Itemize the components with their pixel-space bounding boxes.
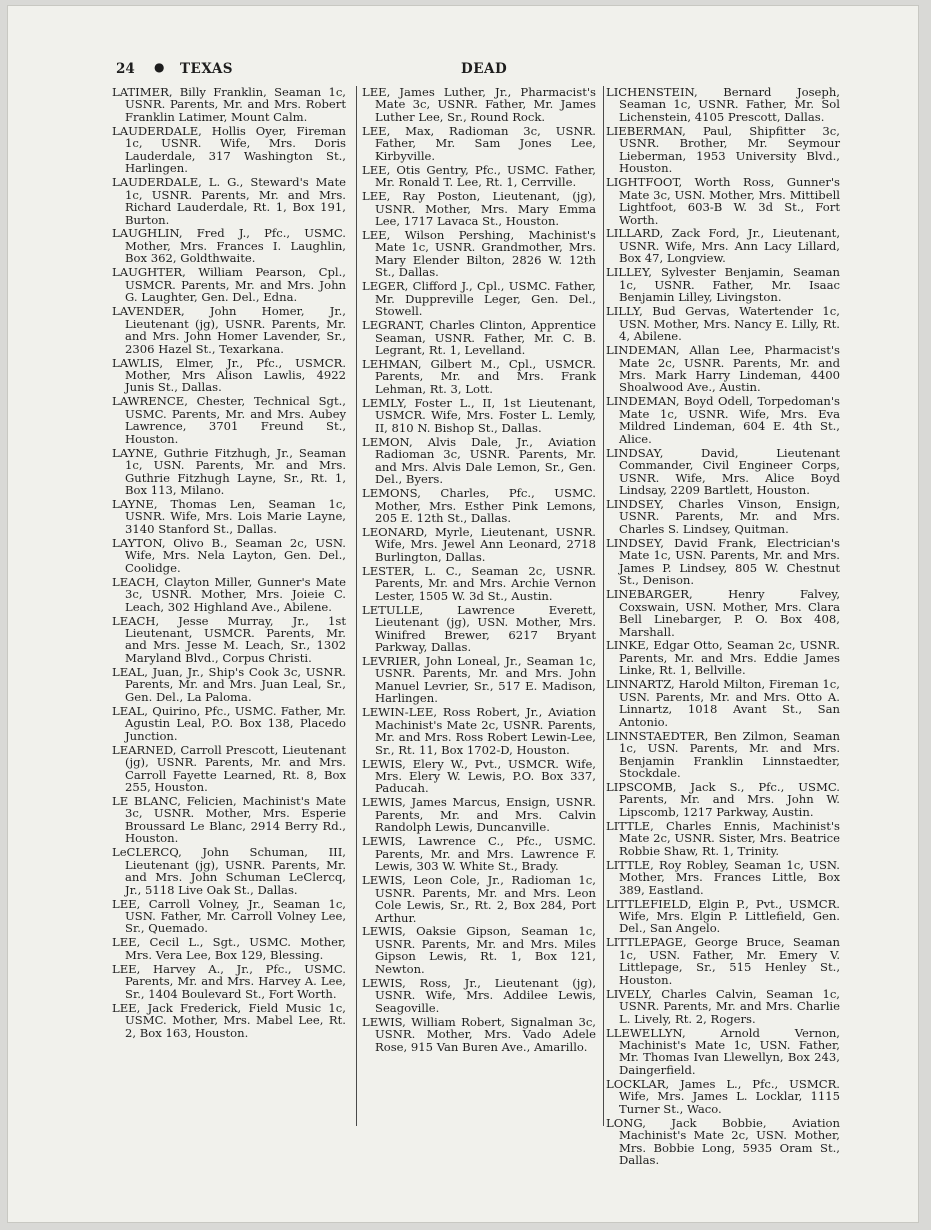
casualty-entry: LE BLANC, Felicien, Machinist's Mate 3c, USNR. Mother, Mrs. Esperie Broussard Le Blanc, 2914 Berry Rd., Houston. bbox=[112, 793, 346, 846]
casualty-entry: LEVRIER, John Loneal, Jr., Seaman 1c, USNR. Parents, Mr. and Mrs. John Manuel Levrier, Sr., 517 E. Madison, Harlingen. bbox=[362, 653, 596, 706]
section-heading: DEAD bbox=[461, 61, 508, 77]
casualty-entry: LEE, Harvey A., Jr., Pfc., USMC. Parents, Mr. and Mrs. Harvey A. Lee, Sr., 1404 Boulevard St., Fort Worth. bbox=[112, 961, 346, 1001]
casualty-entry: LINDEMAN, Boyd Odell, Torpedoman's Mate 1c, USNR. Wife, Mrs. Eva Mildred Lindeman, 604 E. 4th St., Alice. bbox=[606, 394, 840, 446]
casualty-entry: LEGRANT, Charles Clinton, Apprentice Seaman, USNR. Father, Mr. C. B. Legrant, Rt. 1, Levelland. bbox=[362, 318, 596, 358]
casualty-entry: LEE, Cecil L., Sgt., USMC. Mother, Mrs. Vera Lee, Box 129, Blessing. bbox=[112, 935, 346, 962]
casualty-entry: LAYNE, Guthrie Fitzhugh, Jr., Seaman 1c, USN. Parents, Mr. and Mrs. Guthrie Fitzhugh Layne, Sr., Rt. 1, Box 113, Milano. bbox=[112, 445, 346, 498]
casualty-entry: LINEBARGER, Henry Falvey, Coxswain, USN. Mother, Mrs. Clara Bell Linebarger, P. O. Box 408, Marshall. bbox=[606, 587, 840, 639]
casualty-entry: LETULLE, Lawrence Everett, Lieutenant (jg), USN. Mother, Mrs. Winifred Brewer, 6217 Bryant Parkway, Dallas. bbox=[362, 602, 596, 654]
casualty-entry: LIEBERMAN, Paul, Shipfitter 3c, USNR. Brother, Mr. Seymour Lieberman, 1953 University Blvd., Houston. bbox=[606, 123, 840, 176]
casualty-entry: LEMONS, Charles, Pfc., USMC. Mother, Mrs. Esther Pink Lemons, 205 E. 12th St., Dallas. bbox=[362, 486, 596, 525]
casualty-entry: LEWIN-LEE, Ross Robert, Jr., Aviation Machinist's Mate 2c, USNR. Parents, Mr. and Mrs. Ross Robert Lewin-Lee, Sr., Rt. 11, Box 1702-D, Houston. bbox=[362, 705, 596, 757]
casualty-entry: LEACH, Clayton Miller, Gunner's Mate 3c, USNR. Mother, Mrs. Joieie C. Leach, 302 Highland Ave., Abilene. bbox=[112, 574, 346, 614]
casualty-entry: LAWRENCE, Chester, Technical Sgt., USMC. Parents, Mr. and Mrs. Aubey Lawrence, 3701 Freund St., Houston. bbox=[112, 394, 346, 446]
casualty-entry: LAUGHTER, William Pearson, Cpl., USMCR. Parents, Mr. and Mrs. John G. Laughter, Gen. Del., Edna. bbox=[112, 265, 346, 305]
column-rule bbox=[356, 86, 357, 1126]
page-number: 24 bbox=[116, 61, 135, 77]
casualty-entry: LEE, Wilson Pershing, Machinist's Mate 1c, USNR. Grandmother, Mrs. Mary Elender Bilton, 2826 W. 12th St., Dallas. bbox=[362, 227, 596, 280]
casualty-entry: LIGHTFOOT, Worth Ross, Gunner's Mate 3c, USN. Mother, Mrs. Mittibell Lightfoot, 603-B W. 3d St., Fort Worth. bbox=[606, 175, 840, 227]
column-rule bbox=[603, 86, 604, 1126]
casualty-entry: LONG, Jack Bobbie, Aviation Machinist's Mate 2c, USN. Mother, Mrs. Bobbie Long, 5935 Oram St., Dallas. bbox=[606, 1115, 840, 1168]
casualty-entry: LLEWELLYN, Arnold Vernon, Machinist's Mate 1c, USN. Father, Mr. Thomas Ivan Llewellyn, Box 243, Daingerfield. bbox=[606, 1025, 840, 1077]
casualty-entry: LEWIS, Ross, Jr., Lieutenant (jg), USNR. Wife, Mrs. Addilee Lewis, Seagoville. bbox=[362, 975, 596, 1015]
casualty-entry: LINDSAY, David, Lieutenant Commander, Civil Engineer Corps, USNR. Wife, Mrs. Alice Boyd Lindsay, 2209 Bartlett, Houston. bbox=[606, 445, 840, 498]
casualty-entry: LIPSCOMB, Jack S., Pfc., USMC. Parents, Mr. and Mrs. John W. Lipscomb, 1217 Parkway, Austin. bbox=[606, 779, 840, 819]
column-1 bbox=[112, 86, 346, 1041]
casualty-entry: LEONARD, Myrle, Lieutenant, USNR. Wife, Mrs. Jewel Ann Leonard, 2718 Burlington, Dallas. bbox=[362, 524, 596, 564]
casualty-entry: LOCKLAR, James L., Pfc., USMCR. Wife, Mrs. James L. Locklar, 1115 Turner St., Waco. bbox=[606, 1076, 840, 1116]
casualty-entry: LITTLEFIELD, Elgin P., Pvt., USMCR. Wife, Mrs. Elgin P. Littlefield, Gen. Del., San Angelo. bbox=[606, 896, 840, 936]
casualty-entry: LITTLEPAGE, George Bruce, Seaman 1c, USN. Father, Mr. Emery V. Littlepage, Sr., 515 Henley St., Houston. bbox=[606, 935, 840, 987]
casualty-entry: LILLEY, Sylvester Benjamin, Seaman 1c, USNR. Father, Mr. Isaac Benjamin Lilley, Livingston. bbox=[606, 265, 840, 305]
casualty-entry: LAUDERDALE, Hollis Oyer, Fireman 1c, USNR. Wife, Mrs. Doris Lauderdale, 317 Washington St., Harlingen. bbox=[112, 123, 346, 176]
casualty-entry: LILLY, Bud Gervas, Watertender 1c, USN. Mother, Mrs. Nancy E. Lilly, Rt. 4, Abilene. bbox=[606, 304, 840, 344]
casualty-entry: LATIMER, Billy Franklin, Seaman 1c, USNR. Parents, Mr. and Mrs. Robert Franklin Latimer, Mount Calm. bbox=[112, 85, 346, 124]
casualty-entry: LEMLY, Foster L., II, 1st Lieutenant, USMCR. Wife, Mrs. Foster L. Lemly, II, 810 N. Bishop St., Dallas. bbox=[362, 395, 596, 435]
casualty-entry: LINDSEY, David Frank, Electrician's Mate 1c, USN. Parents, Mr. and Mrs. James P. Lindsey, 805 W. Chestnut St., Denison. bbox=[606, 535, 840, 588]
casualty-entry: LITTLE, Roy Robley, Seaman 1c, USN. Mother, Mrs. Frances Little, Box 389, Eastland. bbox=[606, 857, 840, 897]
casualty-entry: LEWIS, Oaksie Gipson, Seaman 1c, USNR. Parents, Mr. and Mrs. Miles Gipson Lewis, Rt. 1, Box 121, Newton. bbox=[362, 924, 596, 976]
casualty-entry: LEAL, Juan, Jr., Ship's Cook 3c, USNR. Parents, Mr. and Mrs. Juan Leal, Sr., Gen. Del., La Paloma. bbox=[112, 664, 346, 704]
page-header bbox=[116, 61, 856, 81]
casualty-entry: LEACH, Jesse Murray, Jr., 1st Lieutenant, USMCR. Parents, Mr. and Mrs. Jesse M. Leach, Sr., 1302 Maryland Blvd., Corpus Christi. bbox=[112, 613, 346, 665]
casualty-entry: LINNARTZ, Harold Milton, Fireman 1c, USN. Parents, Mr. and Mrs. Otto A. Linnartz, 1018 Avant St., San Antonio. bbox=[606, 677, 840, 729]
header-bullet: ● bbox=[154, 60, 165, 74]
casualty-entry: LIVELY, Charles Calvin, Seaman 1c, USNR. Parents, Mr. and Mrs. Charlie L. Lively, Rt. 2, Rogers. bbox=[606, 986, 840, 1026]
casualty-entry: LINKE, Edgar Otto, Seaman 2c, USNR. Parents, Mr. and Mrs. Eddie James Linke, Rt. 1, Bellville. bbox=[606, 638, 840, 678]
column-2 bbox=[362, 86, 596, 1054]
casualty-entry: LEHMAN, Gilbert M., Cpl., USMCR. Parents, Mr. and Mrs. Frank Lehman, Rt. 3, Lott. bbox=[362, 357, 596, 396]
column-3 bbox=[606, 86, 840, 1168]
casualty-entry: LEGER, Clifford J., Cpl., USMC. Father, Mr. Duppreville Leger, Gen. Del., Stowell. bbox=[362, 279, 596, 319]
casualty-entry: LEE, Ray Poston, Lieutenant, (jg), USNR. Mother, Mrs. Mary Emma Lee, 1717 Lavaca St., Houston. bbox=[362, 189, 596, 229]
casualty-entry: LEE, Carroll Volney, Jr., Seaman 1c, USN. Father, Mr. Carroll Volney Lee, Sr., Quemado. bbox=[112, 896, 346, 936]
casualty-entry: LEAL, Quirino, Pfc., USMC. Father, Mr. Agustin Leal, P.O. Box 138, Placedo Junction. bbox=[112, 703, 346, 743]
casualty-entry: LeCLERCQ, John Schuman, III, Lieutenant (jg), USNR. Parents, Mr. and Mrs. John Schuman LeClercq, Jr., 5118 Live Oak St., Dallas. bbox=[112, 845, 346, 897]
casualty-entry: LEARNED, Carroll Prescott, Lieutenant (jg), USNR. Parents, Mr. and Mrs. Carroll Fayette Learned, Rt. 8, Box 255, Houston. bbox=[112, 742, 346, 794]
casualty-entry: LICHENSTEIN, Bernard Joseph, Seaman 1c, USNR. Father, Mr. Sol Lichenstein, 4105 Prescott, Dallas. bbox=[606, 85, 840, 124]
casualty-entry: LEE, James Luther, Jr., Pharmacist's Mate 3c, USNR. Father, Mr. James Luther Lee, Sr., Round Rock. bbox=[362, 85, 596, 124]
casualty-entry: LINDEMAN, Allan Lee, Pharmacist's Mate 2c, USNR. Parents, Mr. and Mrs. Mark Harry Lindeman, 4400 Shoalwood Ave., Austin. bbox=[606, 343, 840, 395]
casualty-entry: LAYNE, Thomas Len, Seaman 1c, USNR. Wife, Mrs. Lois Marie Layne, 3140 Stanford St., Dallas. bbox=[112, 497, 346, 536]
casualty-entry: LEWIS, Leon Cole, Jr., Radioman 1c, USNR. Parents, Mr. and Mrs. Leon Cole Lewis, Sr., Rt. 2, Box 284, Port Arthur. bbox=[362, 873, 596, 925]
document-page bbox=[8, 6, 918, 1222]
casualty-entry: LAUGHLIN, Fred J., Pfc., USMC. Mother, Mrs. Frances I. Laughlin, Box 362, Goldthwaite. bbox=[112, 226, 346, 266]
casualty-entry: LEE, Jack Frederick, Field Music 1c, USMC. Mother, Mrs. Mabel Lee, Rt. 2, Box 163, Houston. bbox=[112, 1000, 346, 1040]
state-heading: TEXAS bbox=[180, 61, 234, 77]
casualty-entry: LAVENDER, John Homer, Jr., Lieutenant (jg), USNR. Parents, Mr. and Mrs. John Homer Lavender, Sr., 2306 Hazel St., Texarkana. bbox=[112, 304, 346, 356]
casualty-entry: LEWIS, William Robert, Signalman 3c, USNR. Mother, Mrs. Vado Adele Rose, 915 Van Buren Ave., Amarillo. bbox=[362, 1014, 596, 1054]
casualty-entry: LAUDERDALE, L. G., Steward's Mate 1c, USNR. Parents, Mr. and Mrs. Richard Lauderdale, Rt. 1, Box 191, Burton. bbox=[112, 175, 346, 227]
casualty-entry: LITTLE, Charles Ennis, Machinist's Mate 2c, USNR. Sister, Mrs. Beatrice Robbie Shaw, Rt. 1, Trinity. bbox=[606, 818, 840, 858]
casualty-entry: LAYTON, Olivo B., Seaman 2c, USN. Wife, Mrs. Nela Layton, Gen. Del., Coolidge. bbox=[112, 535, 346, 575]
casualty-entry: LEWIS, Elery W., Pvt., USMCR. Wife, Mrs. Elery W. Lewis, P.O. Box 337, Paducah. bbox=[362, 756, 596, 796]
casualty-entry: LEE, Max, Radioman 3c, USNR. Father, Mr. Sam Jones Lee, Kirbyville. bbox=[362, 123, 596, 163]
casualty-entry: LINNSTAEDTER, Ben Zilmon, Seaman 1c, USN. Parents, Mr. and Mrs. Benjamin Franklin Linnstaedter, Stockdale. bbox=[606, 728, 840, 781]
casualty-entry: LINDSEY, Charles Vinson, Ensign, USNR. Parents, Mr. and Mrs. Charles S. Lindsey, Quitman. bbox=[606, 497, 840, 536]
casualty-entry: LESTER, L. C., Seaman 2c, USNR. Parents, Mr. and Mrs. Archie Vernon Lester, 1505 W. 3d St., Austin. bbox=[362, 563, 596, 603]
casualty-entry: LEWIS, Lawrence C., Pfc., USMC. Parents, Mr. and Mrs. Lawrence F. Lewis, 303 W. White St., Brady. bbox=[362, 834, 596, 874]
casualty-entry: LAWLIS, Elmer, Jr., Pfc., USMCR. Mother, Mrs Alison Lawlis, 4922 Junis St., Dallas. bbox=[112, 355, 346, 395]
casualty-entry: LILLARD, Zack Ford, Jr., Lieutenant, USNR. Wife, Mrs. Ann Lacy Lillard, Box 47, Longview. bbox=[606, 226, 840, 266]
casualty-entry: LEWIS, James Marcus, Ensign, USNR. Parents, Mr. and Mrs. Calvin Randolph Lewis, Duncanville. bbox=[362, 795, 596, 835]
casualty-entry: LEE, Otis Gentry, Pfc., USMC. Father, Mr. Ronald T. Lee, Rt. 1, Cerrville. bbox=[362, 162, 596, 190]
casualty-entry: LEMON, Alvis Dale, Jr., Aviation Radioman 3c, USNR. Parents, Mr. and Mrs. Alvis Dale Lemon, Sr., Gen. Del., Byers. bbox=[362, 434, 596, 487]
